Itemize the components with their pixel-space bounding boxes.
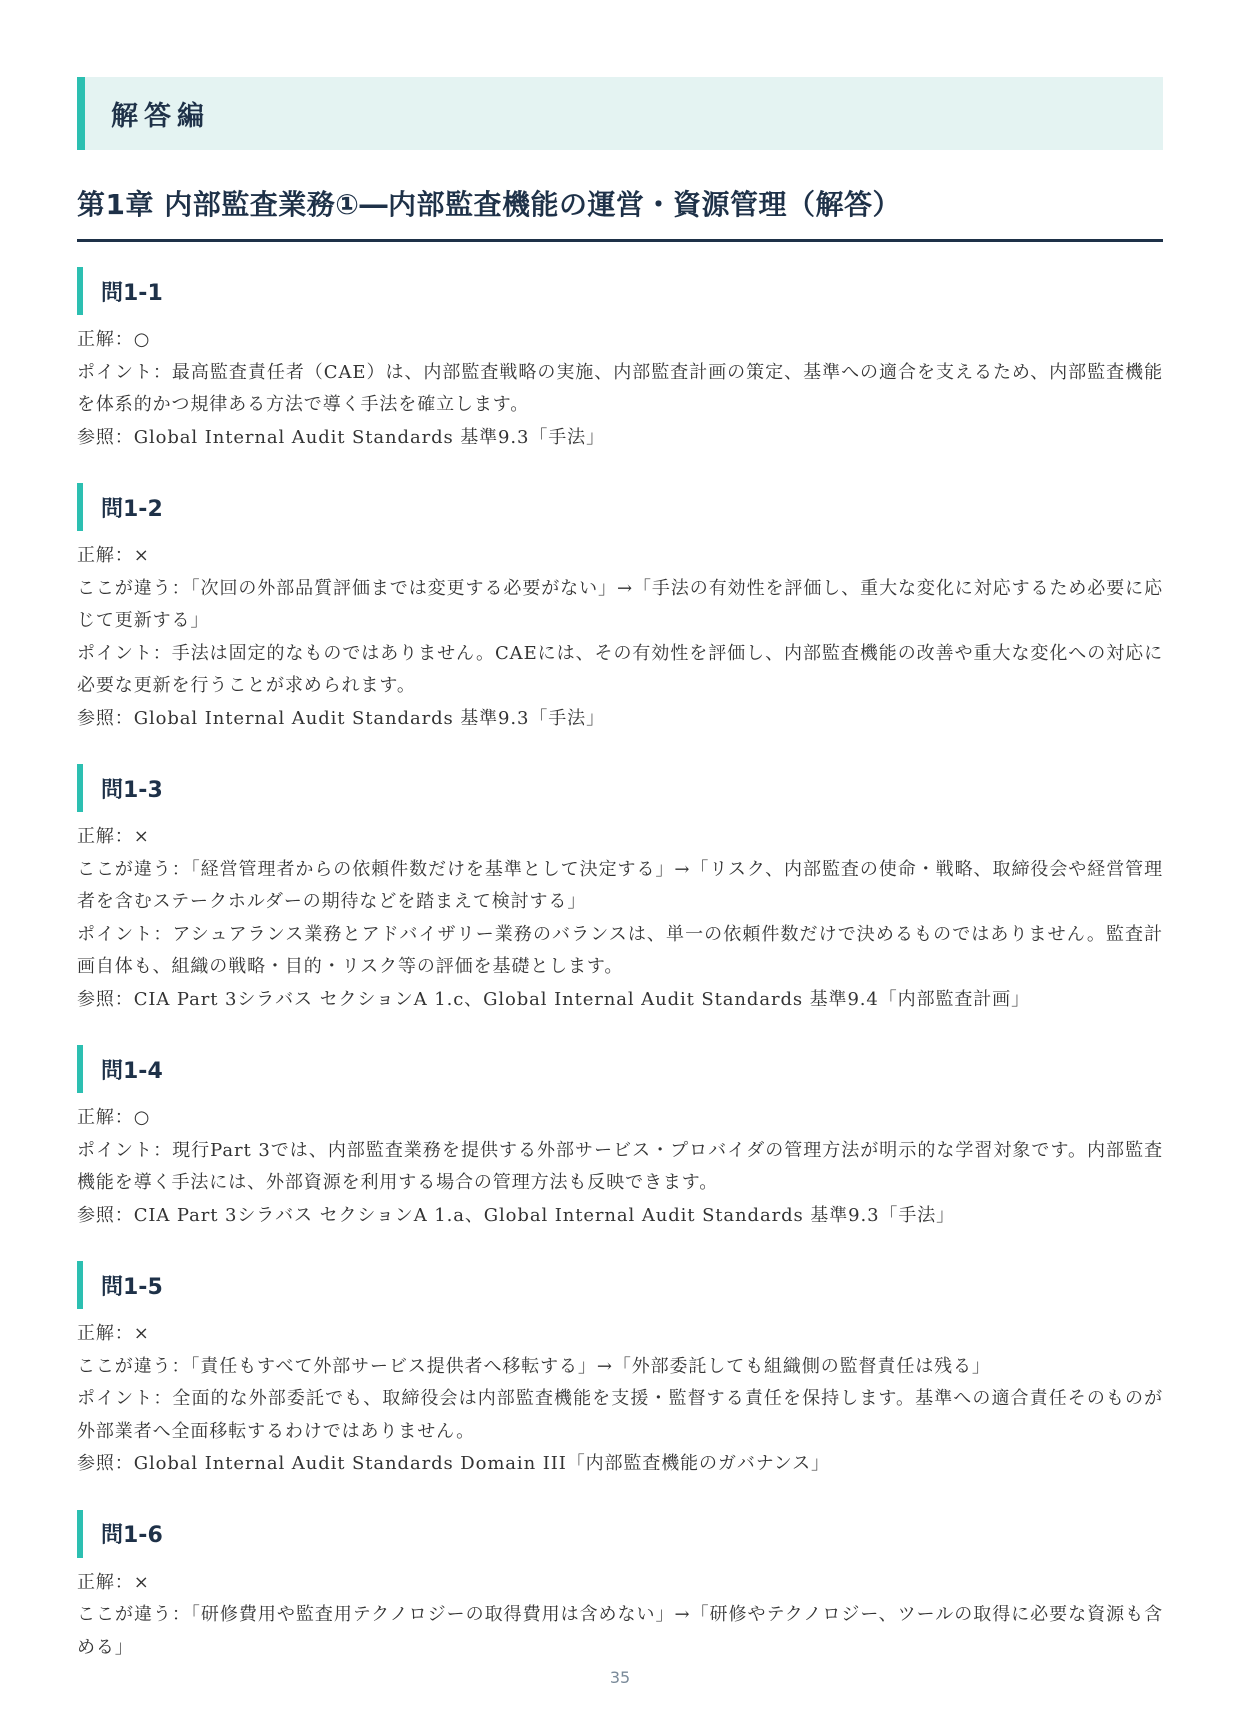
answer-line: ポイント：全面的な外部委託でも、取締役会は内部監査機能を支援・監督する責任を保持します。基準への適合責任そのものが外部業者へ全面移転するわけではありません。 — [77, 1388, 1163, 1442]
answer-line: 正解：× — [77, 826, 150, 847]
question-list — [77, 267, 1163, 1664]
question-heading: 問1-2 — [77, 483, 1163, 531]
question-block — [77, 1261, 1163, 1481]
answer-line: ポイント：アシュアランス業務とアドバイザリー業務のバランスは、単一の依頼件数だけで決めるものではありません。監査計画自体も、組織の戦略・目的・リスク等の評価を基礎とします。 — [77, 923, 1163, 977]
page-number: 35 — [609, 1668, 631, 1687]
question-block — [77, 483, 1163, 735]
answer-line: ここが違う：「研修費用や監査用テクノロジーの取得費用は含めない」→「研修やテクノロジー、ツールの取得に必要な資源も含める」 — [77, 1604, 1163, 1658]
part-banner-title: 解答編 — [111, 101, 210, 132]
question-block — [77, 1045, 1163, 1232]
answer-line: 参照：Global Internal Audit Standards 基準9.3「手法」 — [77, 426, 605, 448]
answer-line: 正解：○ — [77, 1107, 151, 1128]
question-block — [77, 1510, 1163, 1665]
answer-line: 参照：CIA Part 3シラバス セクションA 1.a、Global Internal Audit Standards 基準9.3「手法」 — [77, 1204, 956, 1226]
question-heading: 問1-5 — [77, 1261, 1163, 1309]
answer-line: 参照：Global Internal Audit Standards 基準9.3「手法」 — [77, 707, 605, 729]
answer-line: ここが違う：「責任もすべて外部サービス提供者へ移転する」→「外部委託しても組織側の監督責任は残る」 — [77, 1355, 991, 1377]
answer-line: ポイント：最高監査責任者（CAE）は、内部監査戦略の実施、内部監査計画の策定、基準への適合を支えるため、内部監査機能を体系的かつ規律ある方法で導く手法を確立します。 — [77, 361, 1163, 415]
part-banner — [77, 77, 1163, 150]
answer-line: ポイント：現行Part 3では、内部監査業務を提供する外部サービス・プロバイダの管理方法が明示的な学習対象です。内部監査機能を導く手法には、外部資源を利用する場合の管理方法も反映できます。 — [77, 1139, 1163, 1193]
answer-line: 参照：Global Internal Audit Standards Domain III「内部監査機能のガバナンス」 — [77, 1453, 830, 1474]
answer-line: 正解：○ — [77, 329, 151, 350]
answer-line: ポイント：手法は固定的なものではありません。CAEには、その有効性を評価し、内部監査機能の改善や重大な変化への対応に必要な更新を行うことが求められます。 — [77, 642, 1163, 696]
chapter-title: 第1章 内部監査業務①―内部監査機能の運営・資源管理（解答） — [77, 183, 1163, 242]
question-heading: 問1-4 — [77, 1045, 1163, 1093]
question-block — [77, 764, 1163, 1016]
answer-line: ここが違う：「経営管理者からの依頼件数だけを基準として決定する」→「リスク、内部監査の使命・戦略、取締役会や経営管理者を含むステークホルダーの期待などを踏まえて検討する」 — [77, 858, 1163, 912]
question-heading: 問1-3 — [77, 764, 1163, 812]
question-block — [77, 267, 1163, 454]
question-heading: 問1-6 — [77, 1510, 1163, 1558]
answer-line: 正解：× — [77, 545, 150, 566]
answer-line: 参照：CIA Part 3シラバス セクションA 1.c、Global Internal Audit Standards 基準9.4「内部監査計画」 — [77, 988, 1030, 1010]
answer-line: 正解：× — [77, 1323, 150, 1344]
question-heading: 問1-1 — [77, 267, 1163, 315]
page-content — [77, 77, 1163, 1664]
answer-line: ここが違う：「次回の外部品質評価までは変更する必要がない」→「手法の有効性を評価し、重大な変化に対応するため必要に応じて更新する」 — [77, 577, 1163, 631]
answer-line: 正解：× — [77, 1571, 150, 1593]
